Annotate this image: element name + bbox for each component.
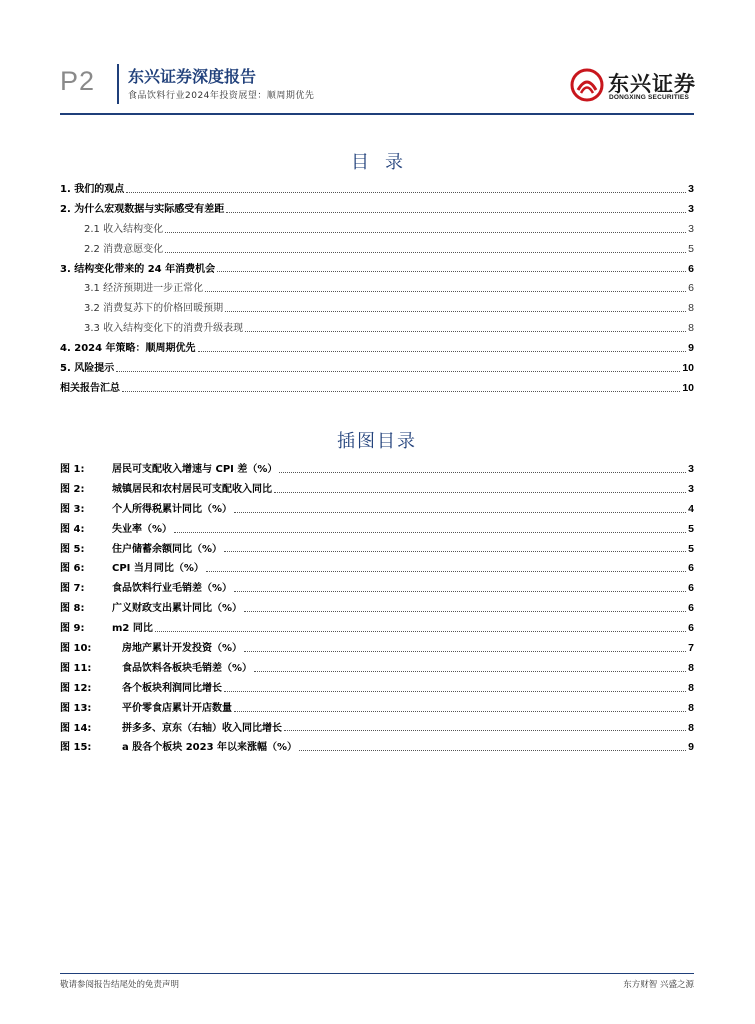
toc-leader [116,371,680,372]
figure-leader [244,651,686,652]
figure-item[interactable] [60,699,694,719]
toc-item-page: 9 [688,342,694,355]
toc-leader [165,232,686,233]
figure-item[interactable] [60,460,694,480]
figure-item[interactable] [60,738,694,758]
header-rule [60,113,694,115]
logo-text-en: DONGXING SECURITIES [609,94,690,101]
figure-number: 图 1: [60,464,85,475]
figure-leader [206,571,686,572]
toc-leader [205,291,686,292]
toc-leader [165,252,686,253]
figure-page: 9 [688,741,694,754]
toc-item[interactable] [60,279,694,299]
toc-item-label: 3.3 收入结构变化下的消费升级表现 [84,323,244,335]
toc-item-page: 3 [688,183,694,195]
toc-item-page: 10 [682,362,694,375]
figure-label: 城镇居民和农村居民可支配收入同比 [112,483,272,495]
toc-item[interactable] [60,359,694,379]
toc-item-label: 5. 风险提示 [60,363,115,375]
figure-label: a 股各个板块 2023 年以来涨幅（%） [122,742,298,754]
toc-item-label: 1. 我们的观点 [60,184,125,195]
toc-leader [122,391,680,392]
toc-item-page: 8 [688,302,694,315]
figure-leader [244,611,686,612]
figure-label: m2 同比 [112,623,153,635]
figure-label: 食品饮料各板块毛销差（%） [122,662,253,674]
figure-page: 3 [688,463,694,475]
toc-item-page: 5 [688,242,694,255]
figure-page: 3 [688,482,694,495]
figure-leader [234,512,686,513]
figure-page: 6 [688,582,694,595]
figure-number: 图 14: [60,722,92,734]
toc-item-page: 10 [682,381,694,394]
figure-label: 居民可支配收入增速与 CPI 差（%） [112,464,278,475]
toc-item[interactable] [60,200,694,220]
toc-item[interactable] [60,319,694,339]
report-type: 东兴证券深度报告 [128,67,257,86]
toc-item-page: 3 [688,202,694,215]
figure-page: 5 [688,542,694,555]
page-header [60,60,694,118]
figure-item[interactable] [60,659,694,679]
toc-item-page: 6 [688,262,694,275]
figure-page: 5 [688,522,694,535]
figure-label: 失业率（%） [112,523,173,535]
toc-leader [225,311,686,312]
toc-item[interactable] [60,339,694,359]
figure-number: 图 11: [60,662,92,674]
figure-page: 8 [688,681,694,694]
figure-list-title: 插图目录 [337,431,417,452]
figure-item[interactable] [60,520,694,540]
figure-item[interactable] [60,579,694,599]
figure-leader [299,750,686,751]
figure-item[interactable] [60,719,694,739]
toc-item-page: 6 [688,282,694,295]
toc-item[interactable] [60,260,694,280]
figure-page: 8 [688,701,694,714]
figure-page: 6 [688,622,694,635]
figure-number: 图 4: [60,523,85,535]
figure-label: CPI 当月同比（%） [112,563,204,575]
toc-item-label: 2.2 消费意愿变化 [84,243,164,255]
figure-leader [284,730,686,731]
figure-leader [155,631,686,632]
figure-item[interactable] [60,599,694,619]
figure-leader [234,711,686,712]
toc-leader [245,331,686,332]
figure-label: 拼多多、京东（右轴）收入同比增长 [122,722,282,734]
figure-label: 房地产累计开发投资（%） [122,643,243,655]
figure-page: 8 [688,661,694,674]
figure-number: 图 5: [60,543,85,555]
logo-text-cn: 东兴证券 [608,72,696,96]
figure-page: 4 [688,502,694,515]
figure-label: 各个板块利润同比增长 [122,682,222,694]
figure-item[interactable] [60,559,694,579]
figure-leader [279,472,686,473]
toc-item-label: 相关报告汇总 [60,382,120,394]
figure-label: 住户储蓄余额同比（%） [112,543,223,555]
toc-item-page: 3 [688,222,694,235]
toc-item-label: 3. 结构变化带来的 24 年消费机会 [60,263,216,275]
figure-number: 图 2: [60,483,85,495]
figure-number: 图 15: [60,742,92,754]
toc-leader [198,351,687,352]
header-divider [117,64,119,104]
footer-disclaimer: 敬请参阅报告结尾处的免责声明 [60,980,180,990]
figure-number: 图 13: [60,702,92,714]
toc-item-label: 3.1 经济预期进一步正常化 [84,283,204,295]
figure-leader [174,532,686,533]
figure-label: 食品饮料行业毛销差（%） [112,583,233,595]
figure-number: 图 10: [60,643,92,655]
toc-leader [217,271,686,272]
toc-item-page: 8 [688,322,694,335]
toc-item[interactable] [60,180,694,200]
toc-title: 目录 [351,152,419,173]
toc-list [60,180,694,399]
figure-number: 图 3: [60,503,85,515]
figure-number: 图 6: [60,563,85,575]
figure-page: 7 [688,642,694,655]
toc-leader [226,212,686,213]
figure-leader [234,591,686,592]
figure-list [60,460,694,758]
figure-item[interactable] [60,540,694,560]
figure-label: 广义财政支出累计同比（%） [112,603,243,615]
figure-item[interactable] [60,500,694,520]
figure-page: 6 [688,562,694,575]
figure-leader [224,551,686,552]
toc-item-label: 2.1 收入结构变化 [84,223,164,235]
toc-item[interactable] [60,379,694,399]
toc-item[interactable] [60,220,694,240]
figure-item[interactable] [60,679,694,699]
figure-page: 6 [688,602,694,615]
logo-mark-icon [570,68,604,102]
footer-rule [60,973,694,974]
figure-number: 图 7: [60,583,85,595]
toc-item-label: 3.2 消费复苏下的价格回暖预期 [84,303,224,315]
figure-label: 个人所得税累计同比（%） [112,503,233,515]
report-subtitle: 食品饮料行业2024年投资展望：顺周期优先 [128,91,315,101]
toc-item-label: 4. 2024 年策略：顺周期优先 [60,343,196,355]
toc-item[interactable] [60,299,694,319]
figure-leader [274,492,686,493]
toc-item[interactable] [60,240,694,260]
figure-label: 平价零食店累计开店数量 [122,702,232,714]
figure-number: 图 8: [60,603,85,615]
figure-item[interactable] [60,639,694,659]
company-logo [570,68,694,104]
figure-item[interactable] [60,480,694,500]
footer-slogan: 东方财智 兴盛之源 [623,980,694,990]
figure-item[interactable] [60,619,694,639]
figure-number: 图 9: [60,623,85,635]
toc-item-label: 2. 为什么宏观数据与实际感受有差距 [60,203,225,215]
figure-leader [224,691,686,692]
figure-leader [254,671,686,672]
figure-page: 8 [688,721,694,734]
toc-leader [126,192,686,193]
page-number: P2 [60,66,96,96]
figure-number: 图 12: [60,682,92,694]
